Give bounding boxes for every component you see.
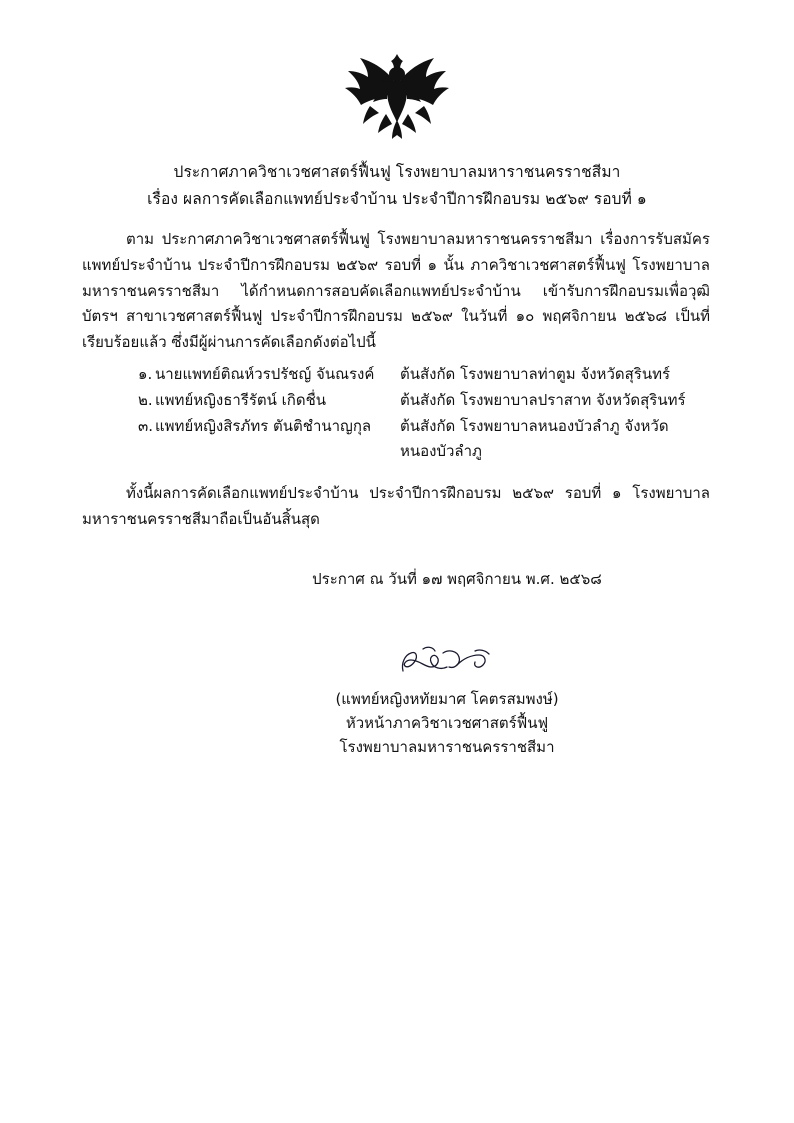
announcement-date: ประกาศ ณ วันที่ ๑๗ พฤศจิกายน พ.ศ. ๒๕๖๘ bbox=[312, 569, 602, 588]
paragraph-1-text: ตาม ประกาศภาควิชาเวชศาสตร์ฟื้นฟู โรงพยาบาลมหาราชนครราชสีมา เรื่องการรับสมัครแพทย์ประจำบ้าน ประจำปีการฝึกอบรม ๒๕๖๙ รอบที่ ๑ นั้น ภาควิชาเวชศาสตร์ฟื้นฟู โรงพยาบาลมหาราชนครราชสีมา ได้กำหนดการสอบคัดเลือกแพทย์ประจำบ้าน เข้ารับการฝึกอบรมเพื่อวุฒิบัตรฯ สาขาเวชศาสตร์ฟื้นฟู ประจำปีการฝึกอบรม ๒๕๖๙ ในวันที่ ๑๐ พฤศจิกายน ๒๕๖๘ เป็นที่เรียบร้อยแล้ว ซึ่งมีผู้ผ่านการคัดเลือกดังต่อไปนี้ bbox=[82, 230, 710, 352]
selected-candidates-list bbox=[76, 362, 718, 465]
list-item bbox=[138, 388, 718, 414]
body-paragraph-1 bbox=[76, 227, 718, 356]
document-heading bbox=[76, 160, 718, 211]
signer-title: หัวหน้าภาควิชาเวชศาสตร์ฟื้นฟู bbox=[345, 714, 549, 733]
heading-line-2: เรื่อง ผลการคัดเลือกแพทย์ประจำบ้าน ประจำปีการฝึกอบรม ๒๕๖๙ รอบที่ ๑ bbox=[147, 190, 647, 209]
list-item bbox=[138, 414, 718, 466]
list-item-affiliation: ต้นสังกัด โรงพยาบาลท่าตูม จังหวัดสุรินทร์ bbox=[400, 365, 671, 384]
signer-organization: โรงพยาบาลมหาราชนครราชสีมา bbox=[339, 738, 555, 757]
list-item-number: ๑. bbox=[138, 365, 153, 384]
list-item-name: แพทย์หญิงสิรภัทร ตันติชำนาญกุล bbox=[155, 416, 372, 435]
body-closing-paragraph bbox=[76, 481, 718, 533]
list-item-number: ๓. bbox=[138, 416, 154, 435]
garuda-emblem-icon bbox=[342, 46, 452, 146]
list-item-affiliation: ต้นสังกัด โรงพยาบาลปราสาท จังหวัดสุรินทร์ bbox=[400, 390, 686, 409]
emblem-container bbox=[76, 46, 718, 146]
closing-text: ทั้งนี้ผลการคัดเลือกแพทย์ประจำบ้าน ประจำปีการฝึกอบรม ๒๕๖๙ รอบที่ ๑ โรงพยาบาลมหาราชนครราชสีมาถือเป็นอันสิ้นสุด bbox=[82, 484, 710, 528]
heading-line-1: ประกาศภาควิชาเวชศาสตร์ฟื้นฟู โรงพยาบาลมหาราชนครราชสีมา bbox=[173, 163, 621, 181]
list-item bbox=[138, 362, 718, 388]
list-item-number: ๒. bbox=[138, 390, 153, 409]
list-item-name: นายแพทย์ติณห์วรปรัชญ์ จันณรงค์ bbox=[155, 365, 375, 384]
list-item-name: แพทย์หญิงธารีรัตน์ เกิดชื่น bbox=[155, 390, 327, 409]
list-item-affiliation: ต้นสังกัด โรงพยาบาลหนองบัวลำภู จังหวัดหนองบัวลำภู bbox=[400, 416, 669, 461]
signer-name: (แพทย์หญิงหทัยมาศ โคตรสมพงษ์) bbox=[335, 689, 559, 708]
handwritten-signature-icon bbox=[176, 639, 718, 683]
signature-block bbox=[76, 639, 718, 760]
